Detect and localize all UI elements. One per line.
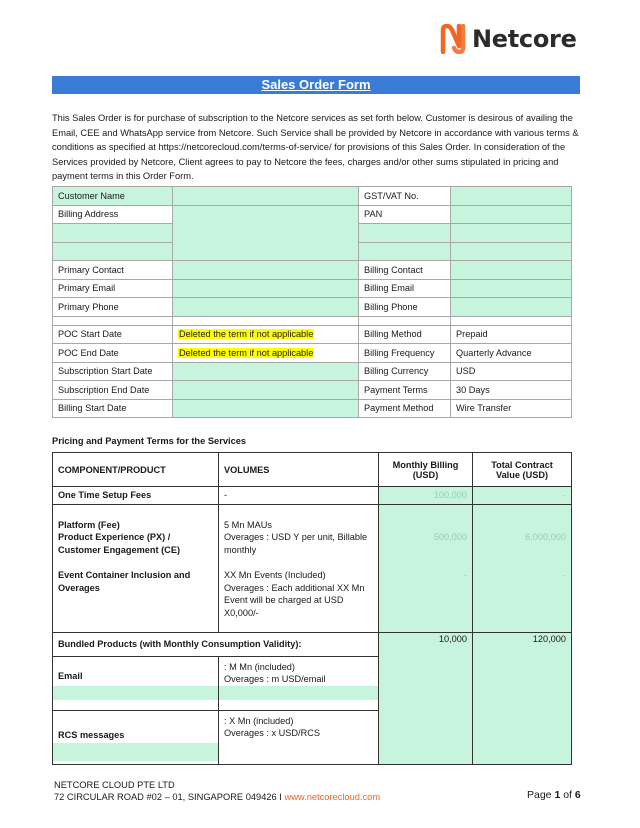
subscription-end-label: Subscription End Date [53, 381, 173, 400]
bundled-total[interactable]: 120,000 [473, 632, 572, 764]
billing-method-value: Prepaid [456, 329, 488, 340]
email-label: Email [58, 670, 83, 681]
page-current: 1 [554, 789, 561, 801]
email-volume-cell [219, 656, 379, 710]
email-vol-1: : M Mn (included) [224, 661, 295, 672]
poc-start-note: Deleted the term if not applicable [179, 329, 314, 340]
platform-label-3: Customer Engagement (CE) [58, 544, 181, 555]
payment-method-label: Payment Method [359, 399, 451, 418]
gst-vat-field[interactable] [451, 187, 572, 206]
platform-volume-cell [219, 504, 379, 632]
billing-email-label: Billing Email [359, 279, 451, 298]
primary-email-field[interactable] [173, 279, 359, 298]
billing-phone-label: Billing Phone [359, 298, 451, 317]
billing-address-line-2[interactable] [53, 224, 173, 243]
setup-volume: - [219, 487, 379, 505]
poc-end-note: Deleted the term if not applicable [179, 347, 314, 358]
setup-total[interactable]: - [473, 487, 572, 505]
payment-method-value: Wire Transfer [456, 403, 512, 414]
email-cell [53, 656, 219, 710]
primary-email-label: Primary Email [53, 279, 173, 298]
rcs-vol-1: : X Mn (included) [224, 715, 294, 726]
primary-phone-field[interactable] [173, 298, 359, 317]
rcs-label: RCS messages [58, 729, 125, 740]
subscription-start-field[interactable] [173, 362, 359, 381]
payment-method-field[interactable] [451, 399, 572, 418]
page-total: 6 [574, 789, 581, 801]
billing-address-line-3[interactable] [53, 242, 173, 261]
platform-label-1: Platform (Fee) [58, 519, 120, 530]
setup-label: One Time Setup Fees [53, 487, 219, 505]
poc-end-label: POC End Date [53, 344, 173, 363]
platform-vol-1: 5 Mn MAUs [224, 519, 272, 530]
page-label: Page [527, 789, 552, 801]
billing-email-field[interactable] [451, 279, 572, 298]
platform-label-2: Product Experience (PX) / [58, 532, 171, 542]
event-label-2: Overages [58, 582, 100, 593]
rcs-fill[interactable] [53, 743, 218, 761]
billing-address-label: Billing Address [53, 205, 173, 224]
platform-monthly-cell[interactable] [379, 504, 473, 632]
billing-currency-value: USD [456, 366, 476, 377]
footer [54, 779, 380, 803]
rcs-volume-cell [219, 710, 379, 764]
poc-start-label: POC Start Date [53, 325, 173, 344]
monthly-header: Monthly Billing (USD) [379, 453, 473, 487]
platform-vol-2: Overages : USD Y per unit, Billable monthly [224, 532, 368, 555]
billing-method-label: Billing Method [359, 325, 451, 344]
payment-terms-field[interactable] [451, 381, 572, 400]
payment-terms-label: Payment Terms [359, 381, 451, 400]
subscription-end-field[interactable] [173, 381, 359, 400]
extra-field-3[interactable] [359, 242, 451, 261]
page-number [527, 789, 581, 801]
email-volume-fill[interactable] [219, 686, 378, 700]
poc-start-field[interactable] [173, 325, 359, 344]
rcs-vol-2: Overages : x USD/RCS [224, 728, 320, 738]
customer-name-label: Customer Name [53, 187, 173, 206]
subscription-start-label: Subscription Start Date [53, 362, 173, 381]
pricing-table [52, 452, 572, 765]
brand-name: Netcore [472, 25, 577, 53]
poc-end-field[interactable] [173, 344, 359, 363]
footer-address-line [54, 791, 380, 803]
platform-cell [53, 504, 219, 632]
netcore-logo [440, 22, 577, 56]
billing-start-label: Billing Start Date [53, 399, 173, 418]
footer-address: 72 CIRCULAR ROAD #02 – 01, SINGAPORE 049426 I [54, 792, 282, 802]
platform-total-cell[interactable] [473, 504, 572, 632]
email-vol-2: Overages : m USD/email [224, 674, 326, 684]
event-vol-2: Overages : Each additional XX Mn Event will be charged at USD X0,000/- [224, 582, 365, 618]
event-monthly: - [463, 570, 467, 580]
netcore-logo-icon [440, 24, 466, 54]
pricing-heading: Pricing and Payment Terms for the Services [52, 436, 247, 446]
customer-info-table [52, 186, 572, 418]
primary-phone-label: Primary Phone [53, 298, 173, 317]
customer-name-field[interactable] [173, 187, 359, 206]
billing-currency-field[interactable] [451, 362, 572, 381]
billing-contact-field[interactable] [451, 261, 572, 280]
billing-phone-field[interactable] [451, 298, 572, 317]
footer-url[interactable]: www.netcorecloud.com [284, 792, 381, 802]
billing-method-field[interactable] [451, 325, 572, 344]
primary-contact-field[interactable] [173, 261, 359, 280]
rcs-cell [53, 710, 219, 764]
footer-company: NETCORE CLOUD PTE LTD [54, 780, 175, 790]
pan-label: PAN [359, 205, 451, 224]
total-header: Total Contract Value (USD) [473, 453, 572, 487]
extra-field-2[interactable] [451, 224, 572, 243]
event-label-1: Event Container Inclusion and [58, 570, 191, 580]
pan-field[interactable] [451, 205, 572, 224]
primary-contact-label: Primary Contact [53, 261, 173, 280]
bundled-monthly[interactable]: 10,000 [379, 632, 473, 764]
event-vol-1: XX Mn Events (Included) [224, 570, 326, 580]
form-title: Sales Order Form [52, 76, 580, 94]
platform-total: 6,000,000 [525, 531, 566, 542]
bundled-label: Bundled Products (with Monthly Consumption Validity): [53, 632, 379, 656]
volumes-header: VOLUMES [219, 453, 379, 487]
billing-currency-label: Billing Currency [359, 362, 451, 381]
event-total: - [562, 570, 566, 580]
billing-start-field[interactable] [173, 399, 359, 418]
billing-frequency-label: Billing Frequency [359, 344, 451, 363]
component-header: COMPONENT/PRODUCT [53, 453, 219, 487]
gst-vat-label: GST/VAT No. [359, 187, 451, 206]
platform-monthly: 500,000 [433, 531, 467, 542]
billing-address-field[interactable] [173, 205, 359, 261]
extra-field-1[interactable] [359, 224, 451, 243]
billing-frequency-value: Quarterly Advance [456, 347, 532, 358]
billing-contact-label: Billing Contact [359, 261, 451, 280]
payment-terms-value: 30 Days [456, 384, 490, 395]
email-fill[interactable] [53, 686, 218, 700]
intro-paragraph: This Sales Order is for purchase of subscription to the Netcore services as set forth below. Customer is desirous of availing the Email, CEE and WhatsApp service from Netcore. Such Service shall be provided by Netcore in accordance with various terms & conditions as specified at https://netcorecloud.com/terms-of-service/ for provisions of this Sales Order. In consideration of the Services provided by Netcore, Client agrees to pay to Netcore the fees, charges and/or other sums stipulated in pricing and payment terms in this Order Form. [52, 113, 579, 181]
page-of: of [563, 789, 572, 801]
billing-frequency-field[interactable] [451, 344, 572, 363]
extra-field-4[interactable] [451, 242, 572, 261]
setup-monthly[interactable]: 100,000 [379, 487, 473, 505]
